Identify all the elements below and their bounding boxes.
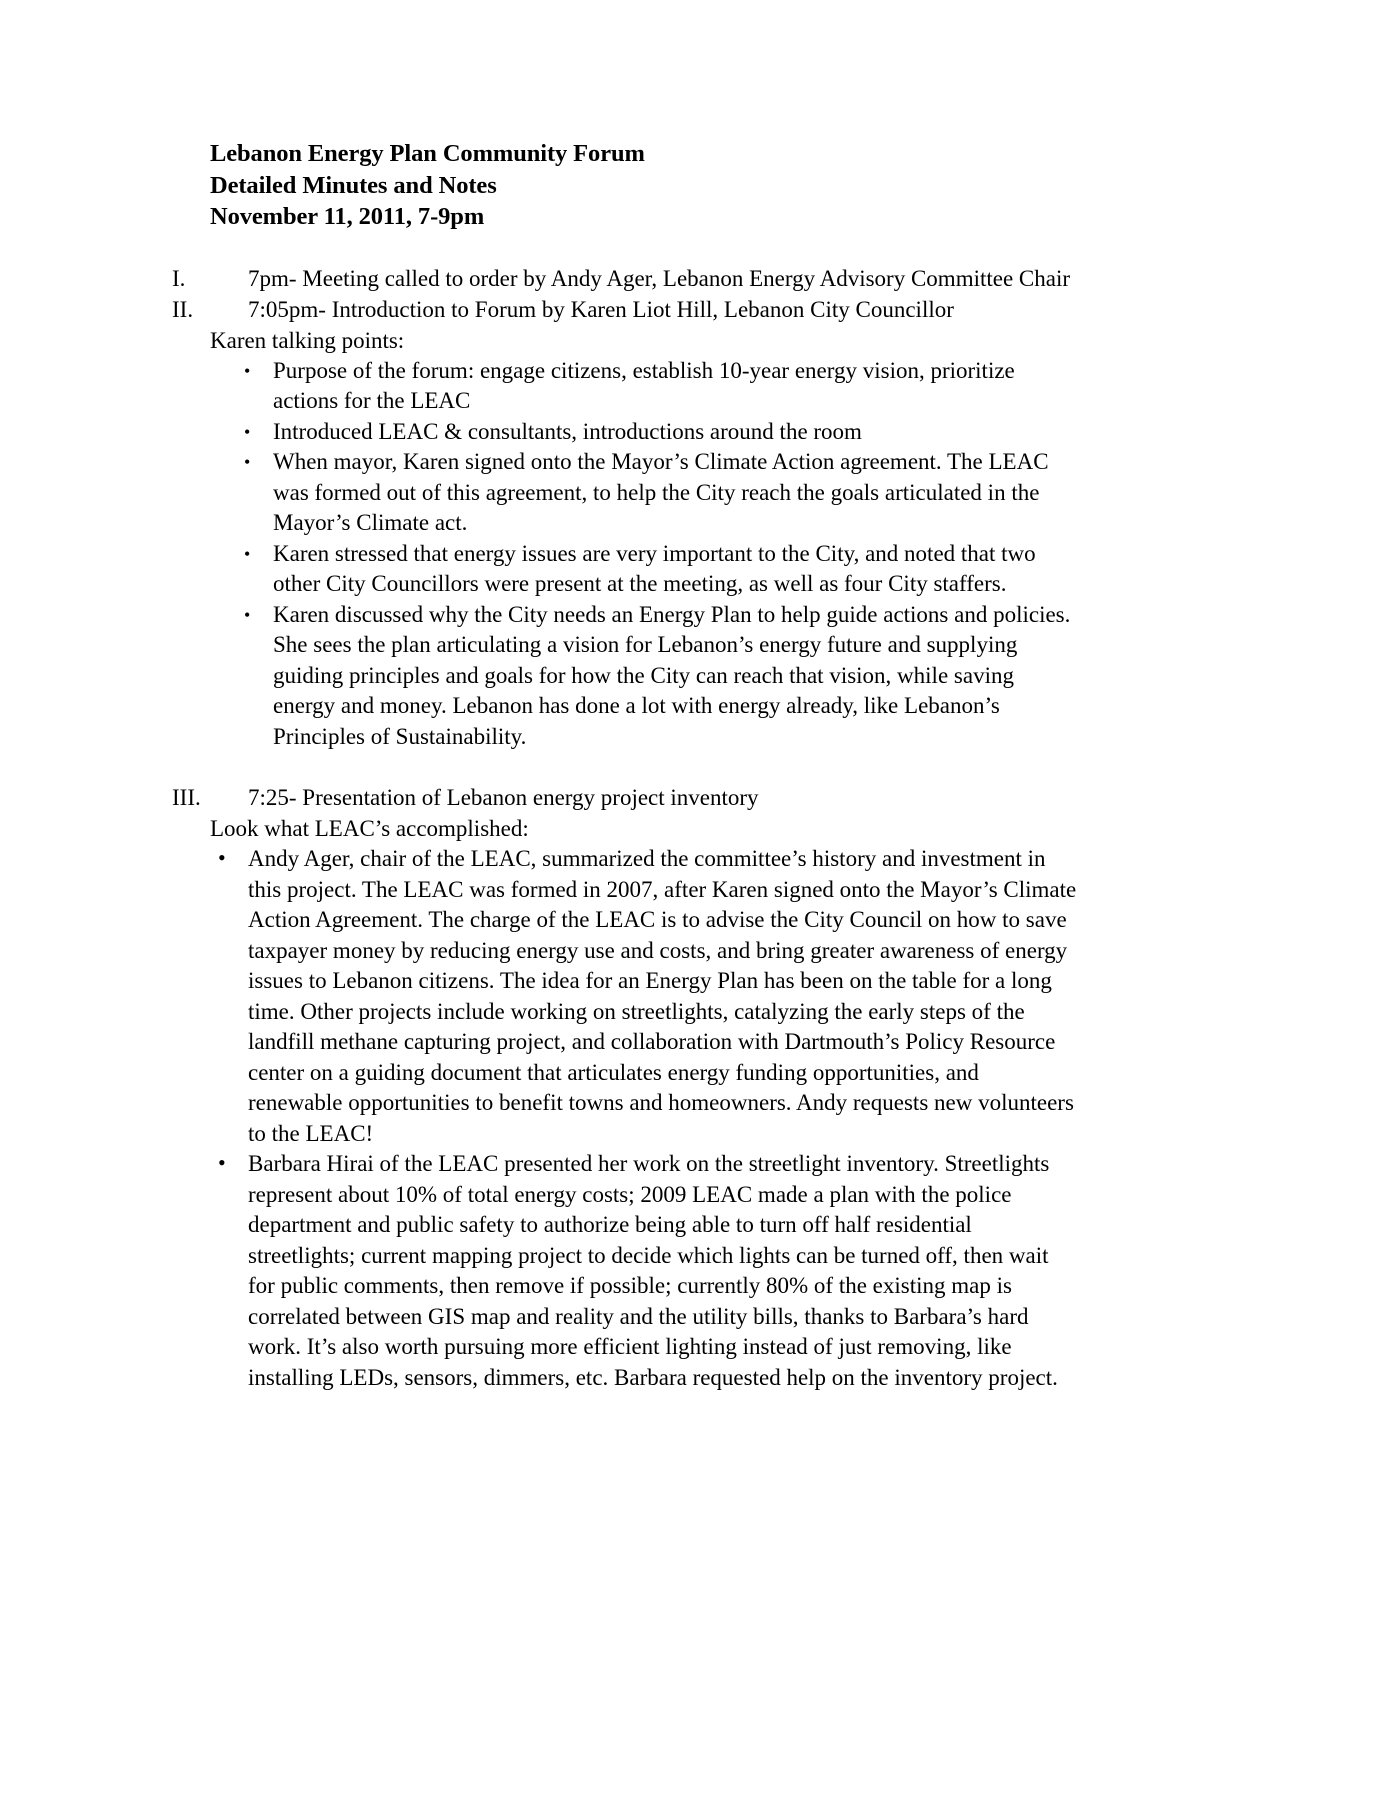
agenda-heading-3: 7:25- Presentation of Lebanon energy project inventory [248,785,759,810]
list-item-text: Karen stressed that energy issues are very important to the City, and noted that two other City Councillors were present at the meeting, as well as four City staffers. [273,540,1036,596]
agenda-heading-1: 7pm- Meeting called to order by Andy Ager, Lebanon Energy Advisory Committee Chair [248,265,1071,291]
list-item-text: When mayor, Karen signed onto the Mayor’s Climate Action agreement. The LEAC was formed out of this agreement, to help the City reach the goals articulated in the Mayor’s Climate act. [273,449,1049,535]
agenda-marker-1: I. [172,265,186,291]
bullet-dot-icon: • [244,452,251,472]
bullet-dot-icon: • [218,1150,226,1175]
list-item [232,539,1077,600]
list-item-text: Karen discussed why the City needs an Energy Plan to help guide actions and policies. She sees the plan articulating a vision for Lebanon’s energy future and supplying guiding principles and goals for how the City can reach that vision, while saving energy and money. Lebanon has done a lot with energy already, like Lebanon’s Principles of Sustainability. [273,601,1071,749]
section-2-lead-in: Karen talking points: [210,327,405,353]
list-item [210,844,1077,1149]
list-item [210,1149,1077,1393]
section-spacer [172,752,1077,782]
list-item-text: Barbara Hirai of the LEAC presented her work on the streetlight inventory. Streetlights represent about 10% of total energy costs; 2009 LEAC made a plan with the police department and public safety to authorize being able to turn off half residential streetlights; current mapping project to decide which lights can be turned off, then wait for public comments, then remove if possible; currently 80% of the existing map is correlated between GIS map and reality and the utility bills, thanks to Barbara’s hard work. It’s also worth pursuing more efficient lighting instead of just removing, like installing LEDs, sensors, dimmers, etc. Barbara requested help on the inventory project. [248,1151,1058,1390]
document-title-block [210,138,1077,233]
agenda-marker-3: III. [172,785,201,810]
list-item [232,417,1077,448]
agenda-heading-2: 7:05pm- Introduction to Forum by Karen Liot Hill, Lebanon City Councillor [248,296,954,322]
bullet-dot-icon: • [244,543,251,564]
list-item [232,447,1077,539]
list-item-text: Andy Ager, chair of the LEAC, summarized the committee’s history and investment in this project. The LEAC was formed in 2007, after Karen signed onto the Mayor’s Climate Action Agreement. The charge of the LEAC is to advise the City Council on how to save taxpayer money by reducing energy use and costs, and bring greater awareness of energy issues to Lebanon citizens. The idea for an Energy Plan has been on the table for a long time. Other projects include working on streetlights, catalyzing the early steps of the landfill methane capturing project, and collaboration with Dartmouth’s Policy Resource center on a guiding document that articulates energy funding opportunities, and renewable opportunities to benefit towns and homeowners. Andy requests new volunteers to the LEAC! [248,846,1077,1146]
bullet-dot-icon: • [244,604,251,625]
section-2-bullet-list [232,356,1077,753]
bullet-dot-icon: • [244,360,251,381]
title-line-1: Lebanon Energy Plan Community Forum [210,140,645,167]
agenda-item-3 [172,782,1077,813]
title-line-3: November 11, 2011, 7-9pm [210,203,485,230]
agenda-item-2 [172,294,1077,325]
document-body [172,138,1077,1393]
agenda-marker-2: II. [172,296,194,322]
bullet-dot-icon: • [218,845,226,870]
title-line-2: Detailed Minutes and Notes [210,171,497,199]
section-3-lead-in: Look what LEAC’s accomplished: [210,816,529,841]
list-item [232,600,1077,753]
agenda-item-1 [172,263,1077,294]
list-item-text: Purpose of the forum: engage citizens, establish 10-year energy vision, prioritize actions for the LEAC [273,357,1015,413]
list-item-text: Introduced LEAC & consultants, introductions around the room [273,418,862,444]
list-item [232,356,1077,417]
bullet-dot-icon: • [244,421,251,442]
section-3-bullet-list [210,844,1077,1393]
